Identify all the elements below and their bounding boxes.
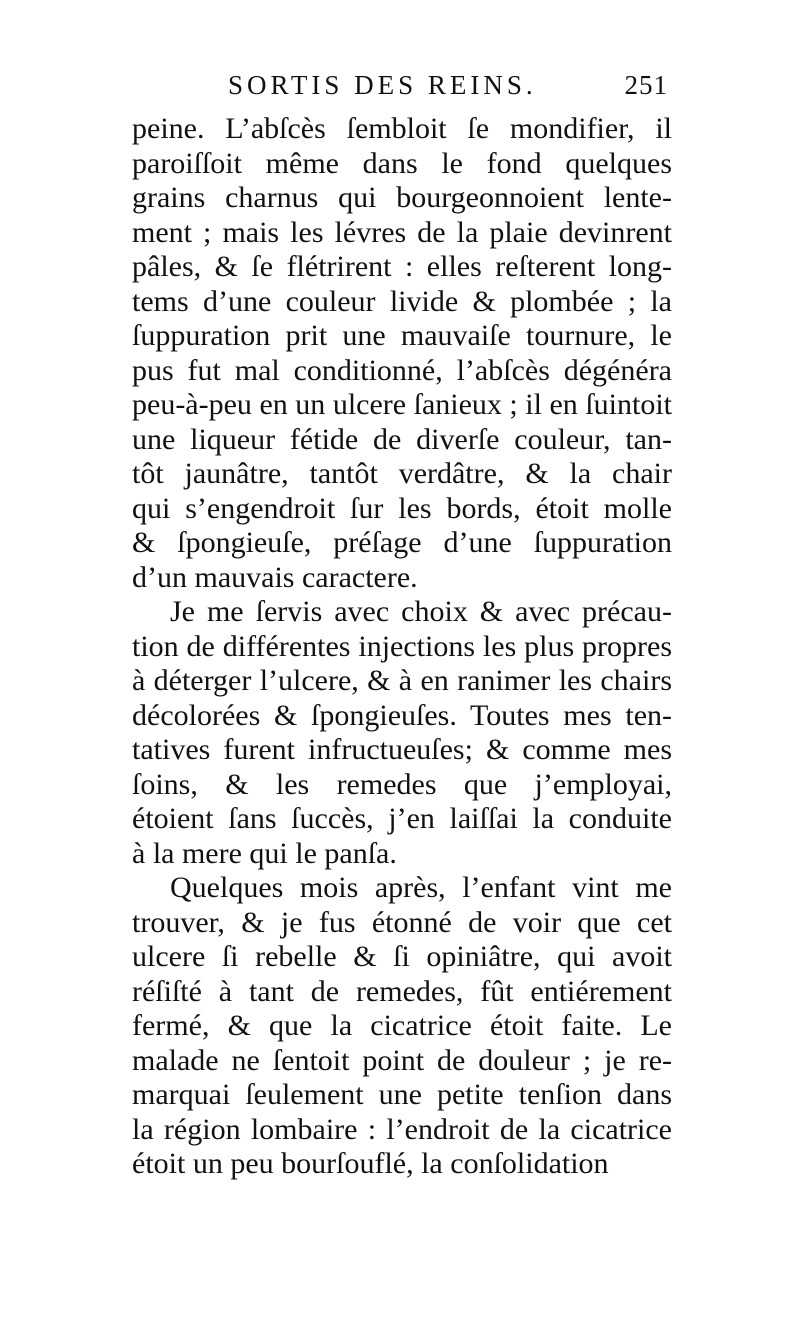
text-line: réſiſté à tant de remedes, fût entiérement: [132, 974, 672, 1008]
text-line: la région lombaire : l’endroit de la cicatrice: [132, 1112, 672, 1146]
text-line: Quelques mois après, l’enfant vint me: [170, 871, 672, 904]
body-text: [132, 112, 672, 1182]
paragraph: [132, 871, 672, 1182]
text-line: peu-à-peu en un ulcere ſanieux ; il en ſuintoit: [132, 388, 672, 421]
text-line: paroiſſoit même dans le fond quelques: [132, 146, 672, 180]
text-line: ment ; mais les lévres de la plaie devinrent: [132, 215, 672, 249]
page-header: [228, 70, 668, 110]
text-line: trouver, & je fus étonné de voir que cet: [132, 905, 672, 939]
text-line: étoit un peu bourſouflé, la conſolidation: [132, 1147, 609, 1180]
text-line: grains charnus qui bourgeonnoient lente-: [132, 181, 672, 214]
paragraph: [132, 112, 672, 595]
text-line: malade ne ſentoit point de douleur ; je re-: [132, 1043, 672, 1077]
text-line: pus fut mal conditionné, l’abſcès dégénéra: [132, 353, 672, 387]
text-line: marquai ſeulement une petite tenſion dans: [132, 1078, 672, 1111]
text-line: décolorées & ſpongieuſes. Toutes mes ten-: [132, 698, 672, 732]
text-line: & ſpongieuſe, préſage d’une ſuppuration: [132, 526, 672, 559]
text-line: tion de différentes injections les plus propres: [132, 629, 672, 663]
text-line: fermé, & que la cicatrice étoit faite. Le: [132, 1009, 672, 1042]
text-line: tatives furent infructueuſes; & comme mes: [132, 733, 672, 766]
text-line: à déterger l’ulcere, & à en ranimer les chairs: [132, 664, 672, 697]
text-line: ſoins, & les remedes que j’employai,: [132, 767, 672, 801]
text-line: ulcere ſi rebelle & ſi opiniâtre, qui avoit: [132, 940, 672, 973]
text-line: étoient ſans ſuccès, j’en laiſſai la conduite: [132, 802, 672, 835]
text-line: qui s’engendroit ſur les bords, étoit molle: [132, 491, 672, 525]
text-line: tems d’une couleur livide & plombée ; la: [132, 284, 672, 318]
paragraph: [132, 595, 672, 871]
text-line: tôt jaunâtre, tantôt verdâtre, & la chair: [132, 457, 672, 490]
page-number: 251: [624, 70, 668, 100]
text-line: Je me ſervis avec choix & avec précau-: [170, 595, 672, 628]
text-line: à la mere qui le panſa.: [132, 836, 397, 870]
text-line: pâles, & ſe flétrirent : elles reſterent long-: [132, 250, 672, 283]
text-line: peine. L’abſcès ſembloit ſe mondifier, il: [132, 112, 672, 145]
text-line: ſuppuration prit une mauvaiſe tournure, le: [132, 319, 672, 352]
text-line: une liqueur fétide de diverſe couleur, tan-: [132, 422, 672, 456]
text-line: d’un mauvais caractere.: [132, 560, 418, 594]
running-head: SORTIS DES REINS.: [228, 70, 537, 100]
